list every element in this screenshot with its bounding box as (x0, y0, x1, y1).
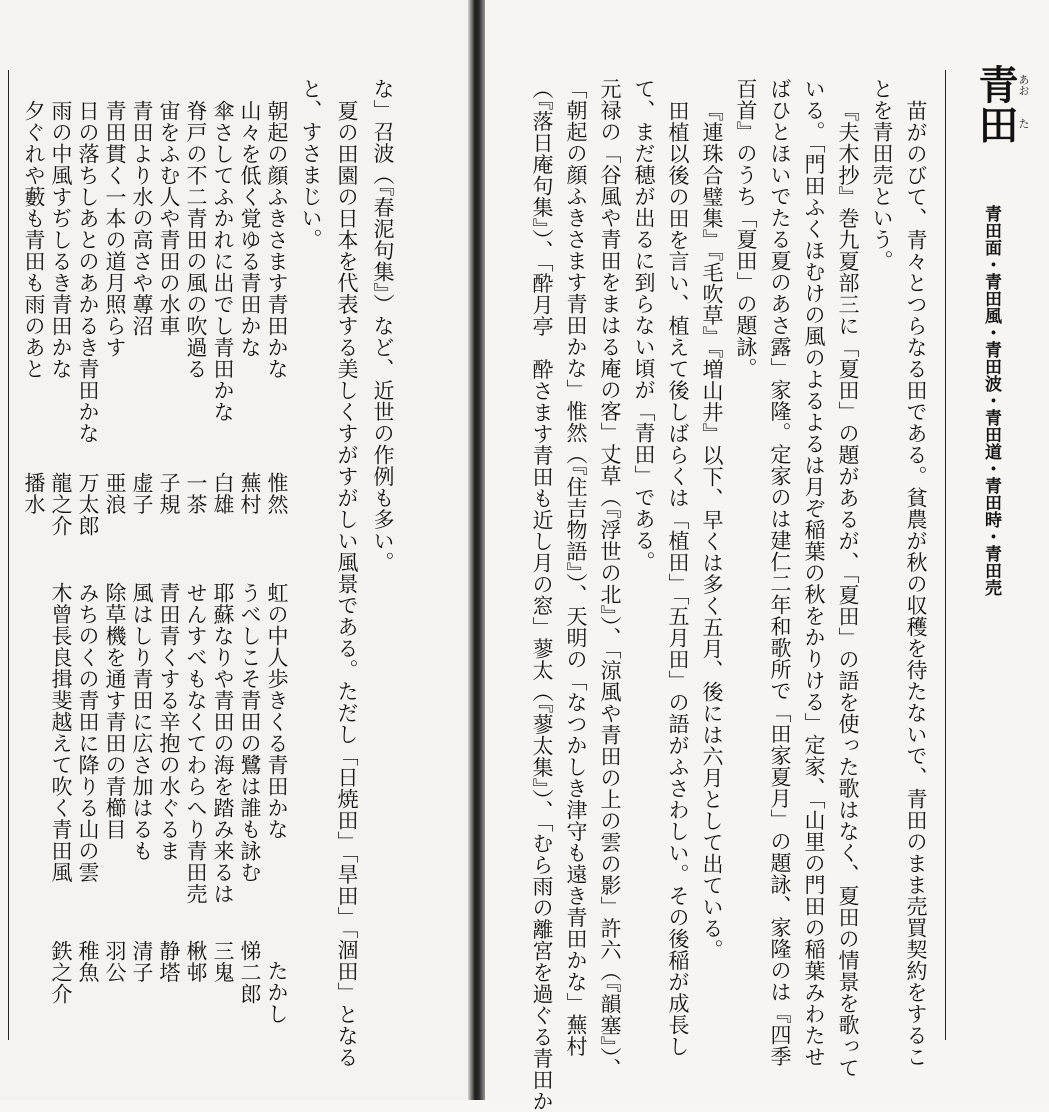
prose-column: ばひとほいでたる夏のあさ露」家隆。定家のは建仁二年和歌所で「田家夏月」の題詠、家隆のは『四季 (768, 78, 792, 1067)
prose-column: とを青田売という。 (870, 78, 894, 272)
haiku-author: 白雄 (211, 472, 235, 515)
haiku-line: 夕ぐれや藪も青田も雨のあと (22, 100, 46, 380)
haiku-author: 播水 (22, 472, 46, 515)
prose-column: 百首』のうち「夏田」の題詠。 (734, 78, 758, 379)
prose-column: （『落日庵句集』）、「酔月亭 酔さます青田も近し月の窓」蓼太（『蓼太集』）、「むら雨の離宮を過ぐる青田か (530, 78, 554, 1112)
haiku-author: 惟然 (265, 472, 289, 515)
related-terms: 青田面・青田風・青田波・青田道・青田時・青田売 (981, 205, 1001, 596)
haiku-author: 鉄之介 (49, 940, 73, 1005)
haiku-line: 虹の中人歩きくる青田かな (265, 582, 289, 840)
haiku-author: 清子 (130, 940, 154, 983)
prose-column: 『連珠合璧集』『毛吹草』『増山井』以下、早くは多く五月、後には六月として出ている。 (700, 100, 724, 961)
haiku-author: 楸邨 (184, 940, 208, 983)
haiku-line: 耶蘇なりや青田の海を踏み来るは (211, 582, 235, 905)
haiku-line: 除草機を通す青田の青櫛目 (103, 582, 127, 840)
haiku-author: 虚子 (130, 472, 154, 515)
prose-column: 元禄の「谷風や青田をまはる庵の客」丈草（『浮世の北』）、「涼風や青田の上の雲の影」許六（『韻塞』）、 (598, 78, 622, 1080)
entry-reading: た (1017, 118, 1030, 129)
haiku-line: 日の落ちしあとのあかるき青田かな (76, 100, 100, 444)
prose-column: 『夫木抄』巻九夏部三に「夏田」の題があるが、「夏田」の語を使った歌はなく、夏田の情景を歌って (836, 100, 860, 1079)
haiku-author: 静塔 (157, 940, 181, 983)
haiku-line: 宙をふむ人や青田の水車 (157, 100, 181, 337)
haiku-author: 子規 (157, 472, 181, 515)
haiku-author: 稚魚 (76, 940, 100, 983)
prose-column: 田植以後の田を言い、植えて後しばらくは「植田」「五月田」の語がふさわしい。その後稲が成長し (666, 100, 690, 1057)
entry-heading: 青田 (972, 64, 1018, 144)
haiku-author: 万太郎 (76, 472, 100, 537)
right-margin-rule (945, 70, 946, 1040)
haiku-line: うべしこそ青田の鷺は誰も詠む (238, 582, 262, 883)
haiku-line: 雨の中風すぢしるき青田かな (49, 100, 73, 380)
left-margin-rule (8, 70, 9, 1040)
haiku-line: みちのくの青田に降りる山の雲 (76, 582, 100, 883)
haiku-author: 羽公 (103, 940, 127, 983)
haiku-line: 山々を低く覚ゆる青田かな (238, 100, 262, 358)
haiku-author: 悌二郎 (238, 940, 262, 1005)
right-page (485, 0, 1049, 1112)
haiku-author: 龍之介 (49, 472, 73, 537)
haiku-line: 風はしり青田に広さ加はるも (130, 582, 154, 862)
prose-column: て、まだ穂が出るに到らない頃が「青田」である。 (632, 78, 656, 573)
entry-reading: あお (1017, 74, 1030, 96)
haiku-line: 傘さしてふかれに出でし青田かな (211, 100, 235, 423)
prose-column: いる。「門田ふくほむけの風のよるよるは月ぞ稲葉の秋をかりける」定家、「山里の門田の稲葉みわたせ (802, 78, 826, 1068)
haiku-author: 亜浪 (103, 472, 127, 515)
prose-column: 苗がのびて、青々とつらなる田である。貧農が秋の収穫を待たないで、青田のまま売買契約をするこ (904, 100, 928, 1068)
prose-column: 「朝起の顔ふきさます青田かな」惟然（『住吉物語』）、天明の「なつかしき津守も遠き青田かな」蕪村 (564, 78, 588, 1057)
haiku-line: 青田貫く一本の道月照らす (103, 100, 127, 358)
haiku-line: せんすべもなくてわらへり青田売 (184, 582, 208, 905)
haiku-line: 脊戸の不二青田の風の吹過る (184, 100, 208, 380)
haiku-author: 三鬼 (211, 940, 235, 983)
prose-column: な」召波（『春泥句集』）など、近世の作例も多い。 (371, 78, 395, 573)
haiku-line: 朝起の顔ふきさます青田かな (265, 100, 289, 380)
haiku-line: 木曾長良揖斐越えて吹く青田風 (49, 582, 73, 883)
haiku-line: 青田より水の高さや蓴沼 (130, 100, 154, 337)
left-page (0, 0, 470, 1100)
prose-column: と、すさまじい。 (299, 78, 323, 250)
haiku-line: 青田青くする辛抱の水ぐるま (157, 582, 181, 862)
haiku-author: 蕪村 (238, 472, 262, 515)
haiku-author: 一茶 (184, 472, 208, 515)
haiku-author: たかし (265, 960, 289, 1025)
prose-column: 夏の田園の日本を代表する美しくすがすがしい風景である。ただし「日焼田」「旱田」「涸田」となる (335, 100, 359, 1068)
